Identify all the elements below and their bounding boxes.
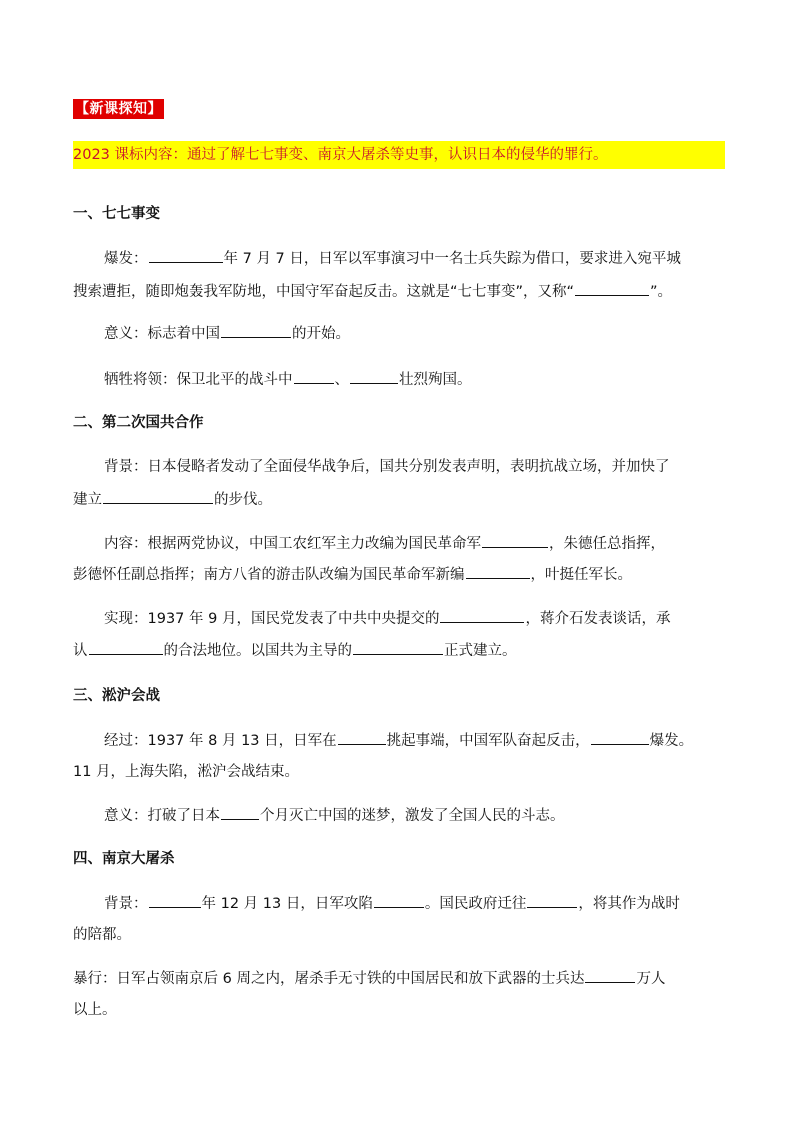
nanjing-background-line-1 xyxy=(73,893,764,914)
text: 年 7 月 7 日，日军以军事演习中一名士兵失踪为借口，要求进入宛平城 xyxy=(223,251,681,267)
text: 年 12 月 13 日，日军攻陷 xyxy=(201,896,373,912)
background-line-2 xyxy=(73,489,733,510)
background-line-1: 背景：日本侵略者发动了全面侵华战争后，国共分别发表声明，表明抗战立场，并加快了 xyxy=(104,459,670,475)
fill-blank[interactable] xyxy=(350,369,398,384)
section-1-heading: 一、七七事变 xyxy=(73,206,160,222)
text: 意义：标志着中国 xyxy=(104,326,220,342)
text: 内容：根据两党协议，中国工农红军主力改编为国民革命军 xyxy=(104,536,481,552)
text: 万人 xyxy=(636,971,666,987)
fill-blank[interactable] xyxy=(149,248,223,263)
fill-blank[interactable] xyxy=(89,640,163,655)
section-3-heading: 三、淞沪会战 xyxy=(73,688,160,704)
text: 实现：1937 年 9 月，国民党发表了中共中央提交的 xyxy=(104,611,440,627)
text: 的开始。 xyxy=(292,326,350,342)
text: 挑起事端，中国军队奋起反击， xyxy=(386,733,590,749)
fill-blank[interactable] xyxy=(294,369,334,384)
fill-blank[interactable] xyxy=(591,730,649,745)
text: 爆发： xyxy=(104,251,148,267)
text: 的合法地位。以国共为主导的 xyxy=(163,643,352,659)
fill-blank[interactable] xyxy=(353,640,443,655)
text: 个月灭亡中国的迷梦，激发了全国人民的斗志。 xyxy=(260,808,565,824)
text: 爆发。 xyxy=(649,733,694,749)
fill-blank[interactable] xyxy=(221,323,291,338)
fill-blank[interactable] xyxy=(440,608,524,623)
text: 壮烈殉国。 xyxy=(399,372,472,388)
atrocity-line-2: 以上。 xyxy=(73,1002,117,1018)
fill-blank[interactable] xyxy=(221,805,259,820)
section-4-heading: 四、南京大屠杀 xyxy=(73,851,175,867)
process-line-2: 11 月，上海失陷，淞沪会战结束。 xyxy=(73,764,300,780)
realization-line-1 xyxy=(73,608,764,629)
outbreak-line-1 xyxy=(73,248,764,269)
significance-line xyxy=(73,323,764,344)
content-line-2 xyxy=(73,564,733,585)
fill-blank[interactable] xyxy=(575,281,649,296)
text: 搜索遭拒，随即炮轰我军防地，中国守军奋起反击。这就是“七七事变”，又称“ xyxy=(73,284,575,300)
text: 暴行：日军占领南京后 6 周之内，屠杀手无寸铁的中国居民和放下武器的士兵达 xyxy=(73,971,585,987)
text: 经过：1937 年 8 月 13 日，日军在 xyxy=(104,733,337,749)
text: 认 xyxy=(73,643,88,659)
fill-blank[interactable] xyxy=(338,730,386,745)
text: 的步伐。 xyxy=(214,492,272,508)
nanjing-background-line-2: 的陪都。 xyxy=(73,927,131,943)
content-line-1 xyxy=(73,533,764,554)
text: ，朱德任总指挥， xyxy=(549,536,665,552)
text: ”。 xyxy=(650,284,673,300)
fill-blank[interactable] xyxy=(527,893,577,908)
generals-line xyxy=(73,369,764,390)
text: 背景： xyxy=(104,896,148,912)
fill-blank[interactable] xyxy=(585,968,635,983)
text: 牺牲将领：保卫北平的战斗中 xyxy=(104,372,293,388)
fill-blank[interactable] xyxy=(482,533,548,548)
text: 正式建立。 xyxy=(444,643,517,659)
battle-significance-line xyxy=(73,805,764,826)
curriculum-standard-banner: 2023 课标内容：通过了解七七事变、南京大屠杀等史事，认识日本的侵华的罪行。 xyxy=(73,141,725,169)
text: ，蒋介石发表谈话，承 xyxy=(525,611,671,627)
outbreak-line-2 xyxy=(73,281,733,302)
text: 彭德怀任副总指挥；南方八省的游击队改编为国民革命军新编 xyxy=(73,567,465,583)
fill-blank[interactable] xyxy=(466,564,530,579)
section-tag: 【新课探知】 xyxy=(75,101,162,117)
text: 、 xyxy=(334,372,349,388)
text: 。国民政府迁往 xyxy=(424,896,527,912)
fill-blank[interactable] xyxy=(374,893,424,908)
fill-blank[interactable] xyxy=(103,489,213,504)
text: ，叶挺任军长。 xyxy=(530,567,632,583)
fill-blank[interactable] xyxy=(149,893,201,908)
atrocity-line-1 xyxy=(73,968,733,989)
text: 意义：打破了日本 xyxy=(104,808,220,824)
section-2-heading: 二、第二次国共合作 xyxy=(73,415,204,431)
text: 建立 xyxy=(73,492,102,508)
text: ，将其作为战时 xyxy=(578,896,680,912)
process-line-1 xyxy=(73,730,764,751)
realization-line-2 xyxy=(73,640,733,661)
